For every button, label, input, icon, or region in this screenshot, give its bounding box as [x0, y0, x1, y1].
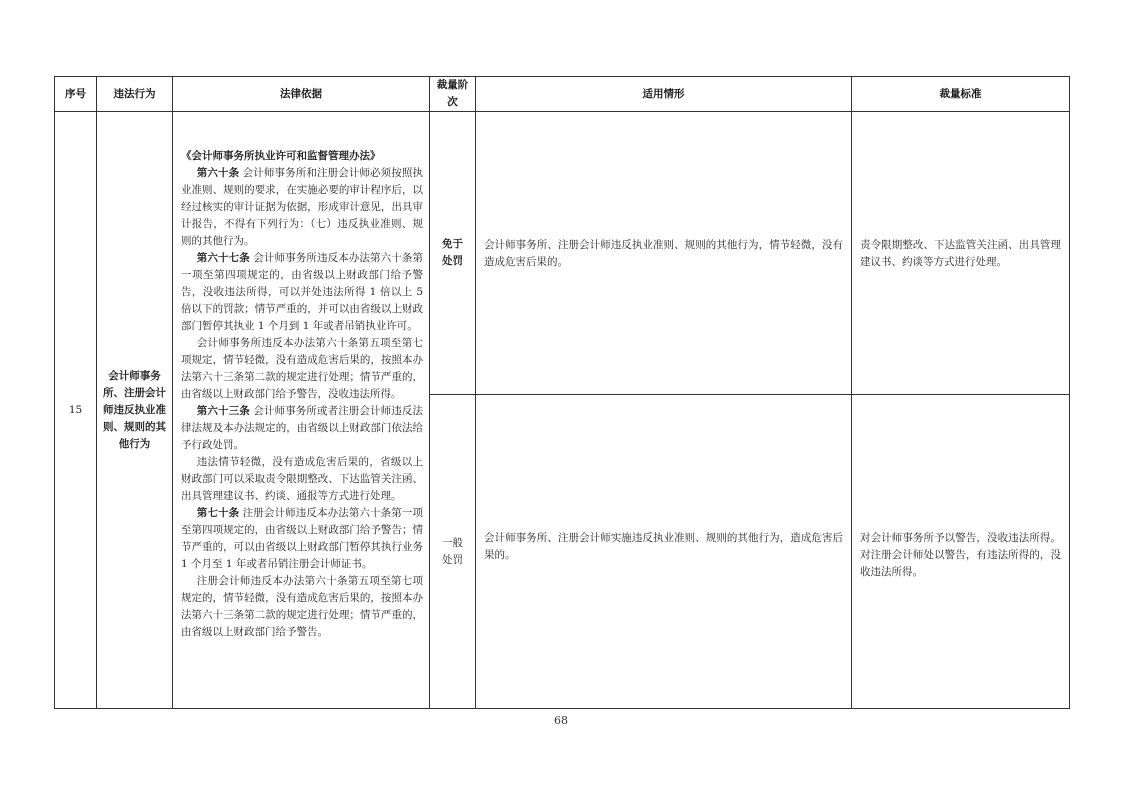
row-number: 15	[55, 112, 97, 709]
article-60-head: 第六十条	[196, 167, 240, 179]
article-70	[181, 505, 423, 573]
penalty-discretion-table	[54, 76, 1070, 709]
article-63-text: 会计师事务所或者注册会计师违反法律法规及本办法规定的，由省级以上财政部门依法给予行政处罚。	[181, 405, 423, 451]
legal-basis-cell	[173, 112, 430, 709]
level-general: 一般处罚	[430, 395, 476, 709]
law-title: 《会计师事务所执业许可和监督管理办法》	[181, 150, 381, 162]
level-exempt: 免于处罚	[430, 112, 476, 395]
table-row	[55, 112, 1070, 395]
standard-general: 对会计师事务所予以警告，没收违法所得。对注册会计师处以警告，有违法所得的，没收违法所得。	[852, 395, 1070, 709]
standard-exempt: 责令限期整改、下达监管关注函、出具管理建议书、约谈等方式进行处理。	[852, 112, 1070, 395]
article-63-para2: 违法情节轻微，没有造成危害后果的，省级以上财政部门可以采取责令限期整改、下达监管关注函、出具管理建议书、约谈、通报等方式进行处理。	[181, 456, 423, 502]
article-70-head: 第七十条	[196, 507, 240, 519]
article-70-para2: 注册会计师违反本办法第六十条第五项至第七项规定的，情节轻微，没有造成危害后果的，按照本办法第六十三条第二款的规定进行处理；情节严重的，由省级以上财政部门给予警告。	[181, 575, 423, 638]
article-60-text: 会计师事务所和注册会计师必须按照执业准则、规则的要求，在实施必要的审计程序后，以经过核实的审计证据为依据，形成审计意见，出具审计报告，不得有下列行为：（七）违反执业准则、规则的其他行为。	[181, 167, 424, 247]
article-67-text: 会计师事务所违反本办法第六十条第一项至第四项规定的，由省级以上财政部门给予警告，没收违法所得，可以并处违法所得 1 倍以上 5 倍以下的罚款；情节严重的，并可以由省级以上财政部门暂停其执业 1 个月到 1 年或者吊销执业许可。	[181, 252, 423, 332]
page-number: 68	[554, 714, 568, 727]
header-level: 裁量阶次	[430, 77, 476, 112]
header-legal-basis: 法律依据	[173, 77, 430, 112]
article-67	[181, 250, 423, 335]
article-67-head: 第六十七条	[196, 252, 250, 264]
header-situation: 适用情形	[476, 77, 852, 112]
header-num: 序号	[55, 77, 97, 112]
article-63-head: 第六十三条	[196, 405, 250, 417]
header-violation: 违法行为	[97, 77, 173, 112]
header-row	[55, 77, 1070, 112]
article-67-para2: 会计师事务所违反本办法第六十条第五项至第七项规定，情节轻微，没有造成危害后果的，按照本办法第六十三条第二款的规定进行处理；情节严重的，由省级以上财政部门给予警告，没收违法所得。	[181, 337, 423, 400]
article-70-text: 注册会计师违反本办法第六十条第一项至第四项规定的，由省级以上财政部门给予警告；情节严重的，可以由省级以上财政部门暂停其执行业务 1 个月至 1 年或者吊销注册会计师证书。	[181, 507, 424, 570]
article-63	[181, 403, 423, 454]
situation-general: 会计师事务所、注册会计师实施违反执业准则、规则的其他行为，造成危害后果的。	[476, 395, 852, 709]
violation-name: 会计师事务所、注册会计师违反执业准则、规则的其他行为	[97, 112, 173, 709]
article-60	[181, 165, 423, 250]
situation-exempt: 会计师事务所、注册会计师违反执业准则、规则的其他行为，情节轻微，没有造成危害后果的。	[476, 112, 852, 395]
header-standard: 裁量标准	[852, 77, 1070, 112]
